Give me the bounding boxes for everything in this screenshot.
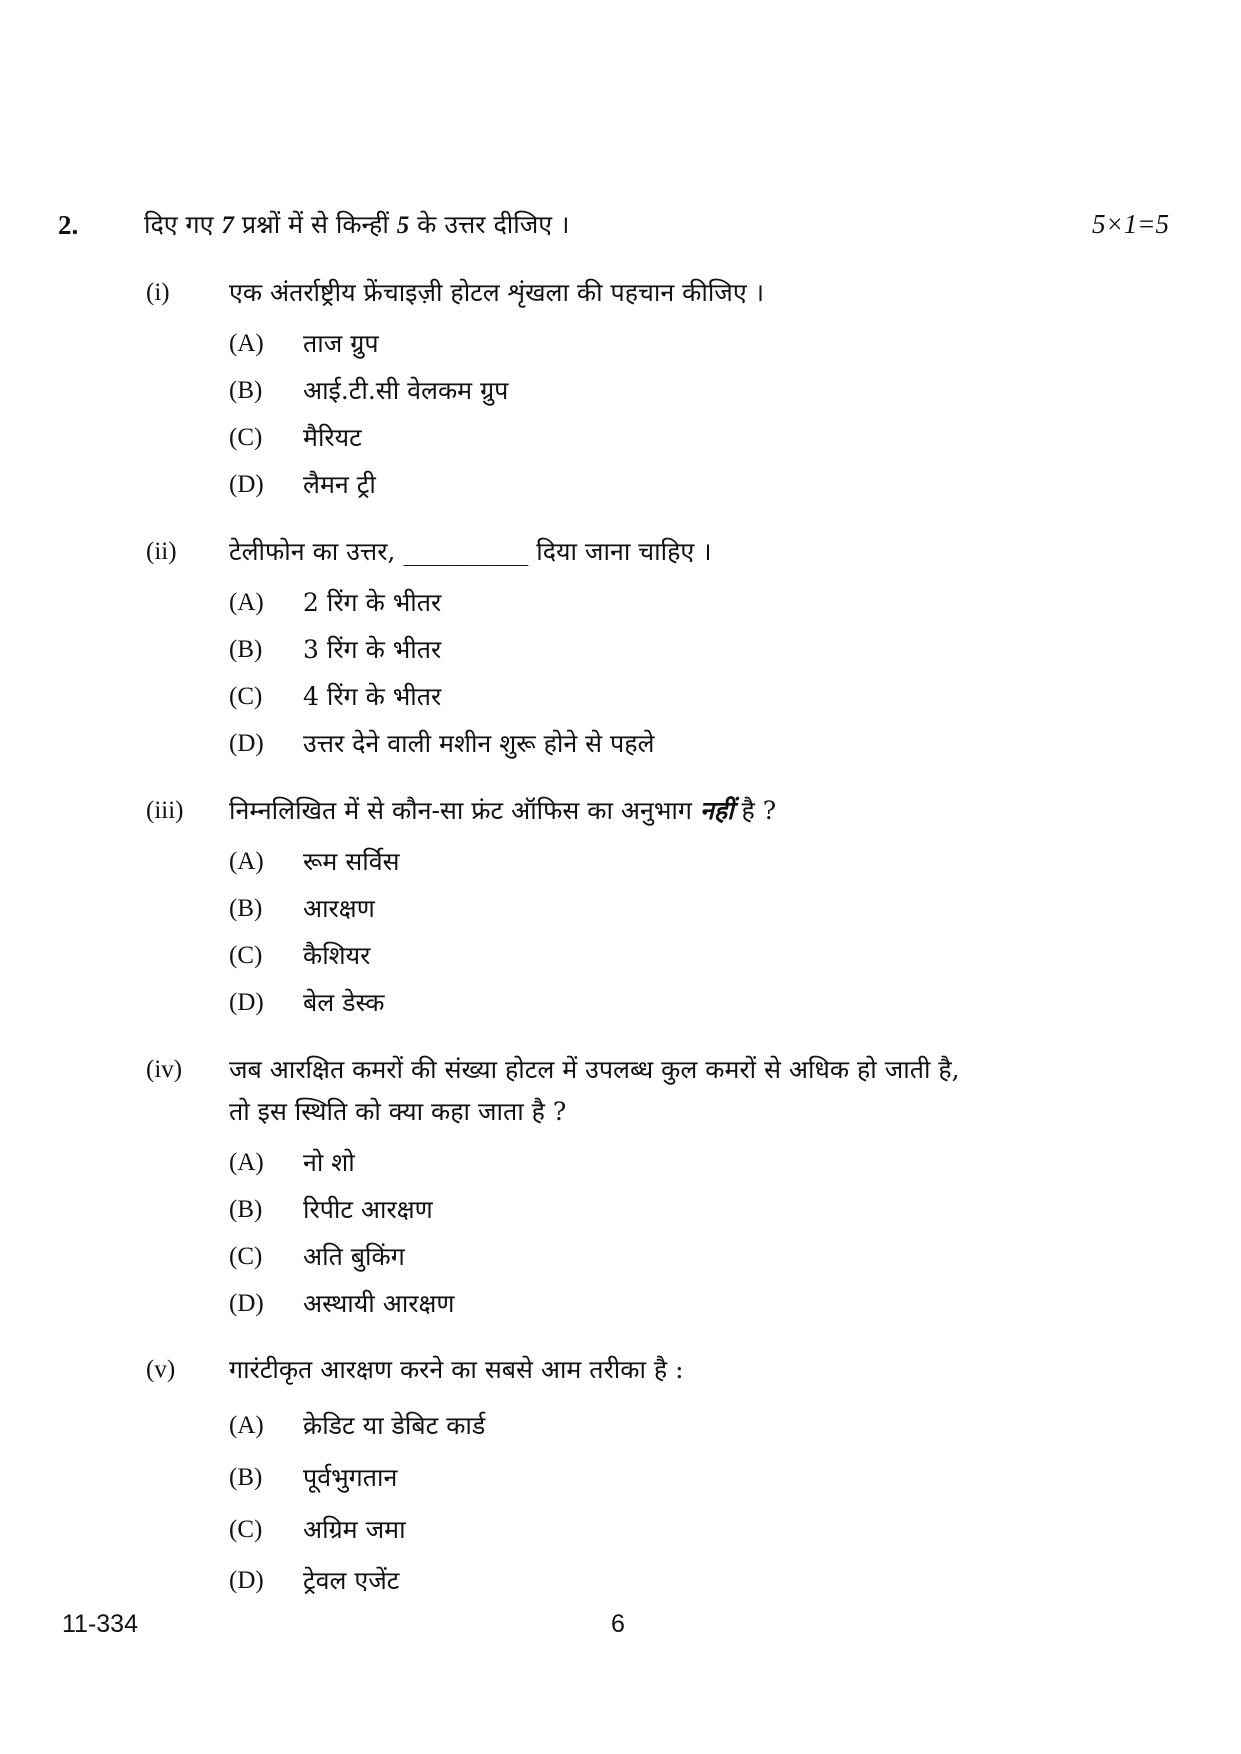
option-label: (D) [229,730,264,757]
option-text: अग्रिम जमा [303,1515,406,1544]
option-label: (D) [229,471,264,498]
option-text: ताज ग्रुप [303,329,379,358]
option-text: कैशियर [303,941,371,970]
subquestion-label-iv: (iv) [146,1056,183,1083]
option-text: बेल डेस्क [303,988,385,1017]
option-text: उत्तर देने वाली मशीन शुरू होने से पहले [303,729,655,758]
option-text: रूम सर्विस [303,847,400,876]
page-number: 6 [611,1610,625,1638]
option-text: 4 रिंग के भीतर [303,682,442,711]
option-text: लैमन ट्री [303,470,376,499]
subquestion-label-ii: (ii) [146,538,177,565]
option-text: ट्रेवल एजेंट [303,1566,400,1595]
option-text: मैरियट [303,423,362,452]
option-text: रिपीट आरक्षण [303,1195,433,1224]
subquestion-text-ii: टेलीफोन का उत्तर, __________ दिया जाना चाहिए । [229,537,712,566]
subquestion-text-i: एक अंतर्राष्ट्रीय फ्रेंचाइज़ी होटल शृंखला की पहचान कीजिए । [229,278,765,307]
instruction-part-e: के उत्तर दीजिए । [409,210,570,239]
subquestion-text-v: गारंटीकृत आरक्षण करने का सबसे आम तरीका है : [229,1355,684,1384]
option-label: (C) [229,683,263,710]
instruction-part-c: प्रश्नों में से किन्हीं [233,210,397,239]
option-text: क्रेडिट या डेबिट कार्ड [303,1411,486,1440]
question-instruction [144,207,570,241]
subquestion-text-iii-part-b: है ? [733,796,777,825]
option-text: 3 रिंग के भीतर [303,635,442,664]
option-text: नो शो [303,1148,355,1177]
instruction-part-a: दिए गए [144,210,222,239]
subquestion-text-iii [229,793,776,827]
option-text: अस्थायी आरक्षण [303,1289,455,1318]
option-text: अति बुकिंग [303,1242,405,1271]
option-text: आई.टी.सी वेलकम ग्रुप [303,376,509,405]
option-label: (B) [229,636,263,663]
subquestion-label-iii: (iii) [146,797,184,824]
option-text: आरक्षण [303,894,375,923]
instruction-total-count: 7 [221,212,234,239]
option-text: पूर्वभुगतान [303,1463,398,1492]
option-label: (A) [229,848,264,875]
subquestion-label-v: (v) [146,1356,176,1383]
subquestion-text-iv-line1: जब आरक्षित कमरों की संख्या होटल में उपलब्ध कुल कमरों से अधिक हो जाती है, [229,1055,960,1084]
option-text: 2 रिंग के भीतर [303,588,442,617]
option-label: (B) [229,1196,263,1223]
option-label: (A) [229,1149,264,1176]
subquestion-text-iii-part-a: निम्नलिखित में से कौन-सा फ्रंट ऑफिस का अनुभाग [229,796,700,825]
option-label: (D) [229,989,264,1016]
option-label: (C) [229,1243,263,1270]
instruction-answer-count: 5 [396,212,410,239]
question-number: 2. [58,210,79,240]
subquestion-text-iv-line2: तो इस स्थिति को क्या कहा जाता है ? [229,1097,567,1126]
option-label: (B) [229,377,263,404]
marks-allocation: 5×1=5 [1092,209,1169,239]
subquestion-label-i: (i) [146,279,170,306]
option-label: (A) [229,589,264,616]
emphasis-not: नहीं [699,796,734,825]
option-label: (D) [229,1567,264,1594]
option-label: (C) [229,424,263,451]
option-label: (B) [229,1464,263,1491]
option-label: (D) [229,1290,264,1317]
option-label: (A) [229,330,264,357]
option-label: (B) [229,895,263,922]
option-label: (A) [229,1412,264,1439]
paper-code: 11-334 [62,1610,138,1638]
option-label: (C) [229,1516,263,1543]
option-label: (C) [229,942,263,969]
